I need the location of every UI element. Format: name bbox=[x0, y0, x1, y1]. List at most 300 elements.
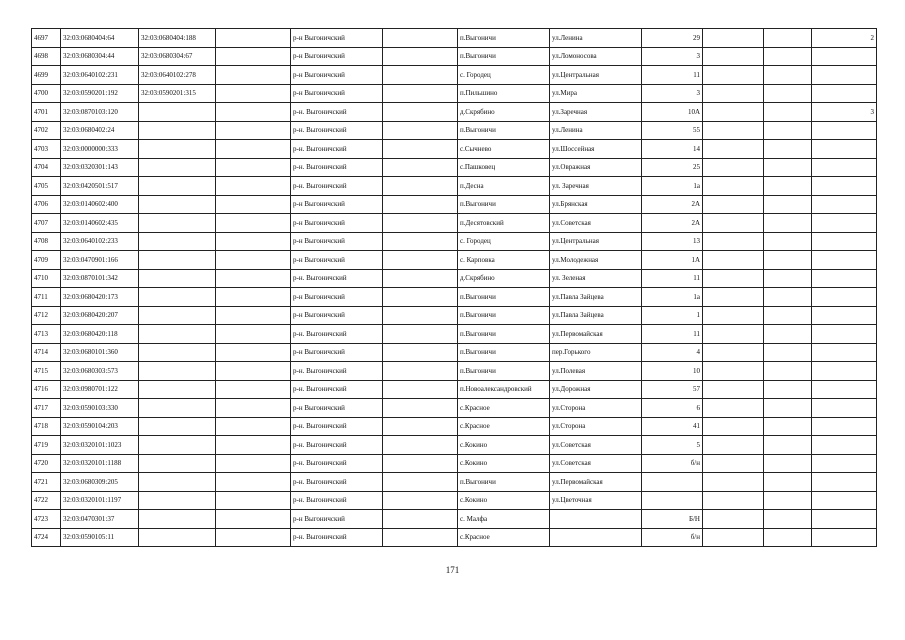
house-number-cell: 57 bbox=[642, 380, 703, 399]
parent-cadastral-number-cell bbox=[139, 528, 216, 547]
empty-cell bbox=[383, 288, 458, 307]
table-row bbox=[32, 195, 877, 214]
table-row bbox=[32, 158, 877, 177]
house-number-cell: б/н bbox=[642, 528, 703, 547]
district-cell: р-н Выгоничский bbox=[291, 251, 383, 270]
row-number-cell: 4697 bbox=[32, 29, 61, 48]
district-cell: р-н. Выгоничский bbox=[291, 380, 383, 399]
register-sheet bbox=[31, 28, 876, 545]
extra-value-cell bbox=[812, 473, 877, 492]
extra-value-cell bbox=[812, 177, 877, 196]
empty-cell bbox=[764, 29, 812, 48]
row-number-cell: 4719 bbox=[32, 436, 61, 455]
row-number-cell: 4710 bbox=[32, 269, 61, 288]
house-number-cell: б/н bbox=[642, 454, 703, 473]
empty-cell bbox=[764, 177, 812, 196]
empty-cell bbox=[703, 84, 764, 103]
settlement-cell: п.Выгоничи bbox=[458, 288, 550, 307]
house-number-cell: 14 bbox=[642, 140, 703, 159]
street-cell: ул.Советская bbox=[550, 214, 642, 233]
district-cell: р-н Выгоничский bbox=[291, 214, 383, 233]
settlement-cell: с.Кокино bbox=[458, 436, 550, 455]
settlement-cell: п.Десятовский bbox=[458, 214, 550, 233]
empty-cell bbox=[764, 103, 812, 122]
district-cell: р-н. Выгоничский bbox=[291, 269, 383, 288]
empty-cell bbox=[703, 158, 764, 177]
extra-value-cell bbox=[812, 362, 877, 381]
extra-value-cell bbox=[812, 380, 877, 399]
empty-cell bbox=[216, 343, 291, 362]
district-cell: р-н Выгоничский bbox=[291, 47, 383, 66]
table-row bbox=[32, 177, 877, 196]
extra-value-cell bbox=[812, 214, 877, 233]
parent-cadastral-number-cell: 32:03:0640102:278 bbox=[139, 66, 216, 85]
street-cell: ул. Заречная bbox=[550, 177, 642, 196]
district-cell: р-н Выгоничский bbox=[291, 306, 383, 325]
settlement-cell: с.Красное bbox=[458, 399, 550, 418]
parent-cadastral-number-cell bbox=[139, 491, 216, 510]
street-cell: ул.Советская bbox=[550, 454, 642, 473]
empty-cell bbox=[703, 195, 764, 214]
house-number-cell: 3 bbox=[642, 47, 703, 66]
empty-cell bbox=[703, 491, 764, 510]
cadastral-number-cell: 32:03:0320101:1188 bbox=[61, 454, 139, 473]
empty-cell bbox=[216, 269, 291, 288]
district-cell: р-н. Выгоничский bbox=[291, 325, 383, 344]
street-cell bbox=[550, 528, 642, 547]
cadastral-number-cell: 32:03:0680404:64 bbox=[61, 29, 139, 48]
empty-cell bbox=[703, 251, 764, 270]
row-number-cell: 4721 bbox=[32, 473, 61, 492]
empty-cell bbox=[703, 380, 764, 399]
extra-value-cell bbox=[812, 66, 877, 85]
empty-cell bbox=[764, 491, 812, 510]
settlement-cell: с.Кокино bbox=[458, 454, 550, 473]
empty-cell bbox=[703, 47, 764, 66]
parent-cadastral-number-cell bbox=[139, 306, 216, 325]
row-number-cell: 4704 bbox=[32, 158, 61, 177]
empty-cell bbox=[703, 528, 764, 547]
row-number-cell: 4705 bbox=[32, 177, 61, 196]
street-cell: ул.Шоссейная bbox=[550, 140, 642, 159]
cadastral-number-cell: 32:03:0590104:203 bbox=[61, 417, 139, 436]
table-row bbox=[32, 121, 877, 140]
empty-cell bbox=[216, 399, 291, 418]
house-number-cell bbox=[642, 491, 703, 510]
house-number-cell: 11 bbox=[642, 269, 703, 288]
district-cell: р-н Выгоничский bbox=[291, 399, 383, 418]
extra-value-cell bbox=[812, 84, 877, 103]
house-number-cell: 6 bbox=[642, 399, 703, 418]
empty-cell bbox=[383, 306, 458, 325]
cadastral-number-cell: 32:03:0980701:122 bbox=[61, 380, 139, 399]
street-cell: ул.Павла Зайцева bbox=[550, 288, 642, 307]
empty-cell bbox=[383, 510, 458, 529]
settlement-cell: с.Пашковец bbox=[458, 158, 550, 177]
street-cell: ул.Овражная bbox=[550, 158, 642, 177]
district-cell: р-н Выгоничский bbox=[291, 66, 383, 85]
empty-cell bbox=[216, 84, 291, 103]
table-row bbox=[32, 66, 877, 85]
street-cell: ул.Молодежная bbox=[550, 251, 642, 270]
table-row bbox=[32, 29, 877, 48]
table-row bbox=[32, 436, 877, 455]
empty-cell bbox=[764, 158, 812, 177]
table-row bbox=[32, 214, 877, 233]
settlement-cell: п.Выгоничи bbox=[458, 362, 550, 381]
row-number-cell: 4706 bbox=[32, 195, 61, 214]
district-cell: р-н. Выгоничский bbox=[291, 177, 383, 196]
settlement-cell: п.Выгоничи bbox=[458, 473, 550, 492]
settlement-cell: д.Скрябино bbox=[458, 269, 550, 288]
empty-cell bbox=[216, 362, 291, 381]
empty-cell bbox=[216, 251, 291, 270]
empty-cell bbox=[703, 140, 764, 159]
empty-cell bbox=[703, 232, 764, 251]
settlement-cell: с. Карповка bbox=[458, 251, 550, 270]
cadastral-number-cell: 32:03:0870101:342 bbox=[61, 269, 139, 288]
settlement-cell: п.Выгоничи bbox=[458, 325, 550, 344]
empty-cell bbox=[216, 121, 291, 140]
cadastral-number-cell: 32:03:0590103:330 bbox=[61, 399, 139, 418]
empty-cell bbox=[216, 103, 291, 122]
house-number-cell: 13 bbox=[642, 232, 703, 251]
extra-value-cell bbox=[812, 288, 877, 307]
extra-value-cell bbox=[812, 528, 877, 547]
street-cell: ул.Полевая bbox=[550, 362, 642, 381]
district-cell: р-н. Выгоничский bbox=[291, 473, 383, 492]
parent-cadastral-number-cell bbox=[139, 158, 216, 177]
cadastral-number-cell: 32:03:0320101:1197 bbox=[61, 491, 139, 510]
district-cell: р-н. Выгоничский bbox=[291, 454, 383, 473]
street-cell: ул.Центральная bbox=[550, 66, 642, 85]
settlement-cell: с.Кокино bbox=[458, 491, 550, 510]
district-cell: р-н. Выгоничский bbox=[291, 103, 383, 122]
empty-cell bbox=[703, 269, 764, 288]
settlement-cell: п.Выгоничи bbox=[458, 195, 550, 214]
street-cell: ул.Первомайская bbox=[550, 325, 642, 344]
empty-cell bbox=[216, 288, 291, 307]
cadastral-number-cell: 32:03:0680420:173 bbox=[61, 288, 139, 307]
row-number-cell: 4700 bbox=[32, 84, 61, 103]
empty-cell bbox=[383, 214, 458, 233]
empty-cell bbox=[216, 510, 291, 529]
parent-cadastral-number-cell bbox=[139, 251, 216, 270]
street-cell: ул.Цветочная bbox=[550, 491, 642, 510]
empty-cell bbox=[383, 140, 458, 159]
settlement-cell: с. Городец bbox=[458, 66, 550, 85]
parent-cadastral-number-cell bbox=[139, 232, 216, 251]
cadastral-number-cell: 32:03:0140602:435 bbox=[61, 214, 139, 233]
empty-cell bbox=[383, 195, 458, 214]
settlement-cell: с.Красное bbox=[458, 417, 550, 436]
cadastral-number-cell: 32:03:0320101:1023 bbox=[61, 436, 139, 455]
cadastral-number-cell: 32:03:0680420:118 bbox=[61, 325, 139, 344]
street-cell: пер.Горького bbox=[550, 343, 642, 362]
table-row bbox=[32, 417, 877, 436]
empty-cell bbox=[216, 454, 291, 473]
empty-cell bbox=[764, 140, 812, 159]
empty-cell bbox=[383, 29, 458, 48]
row-number-cell: 4715 bbox=[32, 362, 61, 381]
empty-cell bbox=[216, 214, 291, 233]
empty-cell bbox=[216, 232, 291, 251]
house-number-cell: 1 bbox=[642, 306, 703, 325]
table-row bbox=[32, 140, 877, 159]
street-cell: ул.Ломоносова bbox=[550, 47, 642, 66]
house-number-cell: 55 bbox=[642, 121, 703, 140]
empty-cell bbox=[764, 47, 812, 66]
district-cell: р-н. Выгоничский bbox=[291, 491, 383, 510]
table-row bbox=[32, 306, 877, 325]
house-number-cell bbox=[642, 473, 703, 492]
empty-cell bbox=[703, 66, 764, 85]
house-number-cell: 41 bbox=[642, 417, 703, 436]
empty-cell bbox=[703, 454, 764, 473]
street-cell: ул.Ленина bbox=[550, 121, 642, 140]
extra-value-cell bbox=[812, 436, 877, 455]
empty-cell bbox=[764, 528, 812, 547]
row-number-cell: 4720 bbox=[32, 454, 61, 473]
settlement-cell: с.Красное bbox=[458, 528, 550, 547]
empty-cell bbox=[216, 491, 291, 510]
empty-cell bbox=[764, 251, 812, 270]
district-cell: р-н. Выгоничский bbox=[291, 121, 383, 140]
empty-cell bbox=[764, 84, 812, 103]
row-number-cell: 4716 bbox=[32, 380, 61, 399]
empty-cell bbox=[216, 29, 291, 48]
empty-cell bbox=[383, 121, 458, 140]
empty-cell bbox=[764, 121, 812, 140]
parent-cadastral-number-cell bbox=[139, 380, 216, 399]
street-cell: ул.Брянская bbox=[550, 195, 642, 214]
extra-value-cell: 3 bbox=[812, 103, 877, 122]
row-number-cell: 4708 bbox=[32, 232, 61, 251]
house-number-cell: 29 bbox=[642, 29, 703, 48]
row-number-cell: 4711 bbox=[32, 288, 61, 307]
street-cell bbox=[550, 510, 642, 529]
settlement-cell: с. Малфа bbox=[458, 510, 550, 529]
empty-cell bbox=[764, 343, 812, 362]
house-number-cell: 1А bbox=[642, 251, 703, 270]
empty-cell bbox=[703, 288, 764, 307]
row-number-cell: 4702 bbox=[32, 121, 61, 140]
house-number-cell: Б/Н bbox=[642, 510, 703, 529]
district-cell: р-н Выгоничский bbox=[291, 29, 383, 48]
empty-cell bbox=[216, 177, 291, 196]
row-number-cell: 4714 bbox=[32, 343, 61, 362]
street-cell: ул.Дорожная bbox=[550, 380, 642, 399]
cadastral-number-cell: 32:03:0640102:231 bbox=[61, 66, 139, 85]
street-cell: ул.Заречная bbox=[550, 103, 642, 122]
extra-value-cell bbox=[812, 269, 877, 288]
row-number-cell: 4713 bbox=[32, 325, 61, 344]
district-cell: р-н Выгоничский bbox=[291, 232, 383, 251]
extra-value-cell bbox=[812, 158, 877, 177]
district-cell: р-н Выгоничский bbox=[291, 288, 383, 307]
table-row bbox=[32, 473, 877, 492]
street-cell: ул. Зеленая bbox=[550, 269, 642, 288]
settlement-cell: п.Выгоничи bbox=[458, 343, 550, 362]
street-cell: ул.Центральная bbox=[550, 232, 642, 251]
empty-cell bbox=[383, 436, 458, 455]
house-number-cell: 4 bbox=[642, 343, 703, 362]
empty-cell bbox=[383, 251, 458, 270]
parent-cadastral-number-cell bbox=[139, 436, 216, 455]
house-number-cell: 2А bbox=[642, 214, 703, 233]
empty-cell bbox=[703, 436, 764, 455]
table-row bbox=[32, 528, 877, 547]
table-row bbox=[32, 362, 877, 381]
empty-cell bbox=[383, 528, 458, 547]
parent-cadastral-number-cell bbox=[139, 510, 216, 529]
extra-value-cell bbox=[812, 399, 877, 418]
settlement-cell: с. Городец bbox=[458, 232, 550, 251]
empty-cell bbox=[703, 306, 764, 325]
cadastral-number-cell: 32:03:0680309:205 bbox=[61, 473, 139, 492]
extra-value-cell bbox=[812, 454, 877, 473]
row-number-cell: 4718 bbox=[32, 417, 61, 436]
settlement-cell: п.Выгоничи bbox=[458, 29, 550, 48]
empty-cell bbox=[764, 214, 812, 233]
row-number-cell: 4699 bbox=[32, 66, 61, 85]
settlement-cell: п.Пильшино bbox=[458, 84, 550, 103]
empty-cell bbox=[383, 454, 458, 473]
house-number-cell: 11 bbox=[642, 325, 703, 344]
district-cell: р-н Выгоничский bbox=[291, 510, 383, 529]
house-number-cell: 2А bbox=[642, 195, 703, 214]
table-row bbox=[32, 84, 877, 103]
table-row bbox=[32, 343, 877, 362]
cadastral-number-cell: 32:03:0640102:233 bbox=[61, 232, 139, 251]
row-number-cell: 4717 bbox=[32, 399, 61, 418]
empty-cell bbox=[383, 473, 458, 492]
empty-cell bbox=[703, 214, 764, 233]
house-number-cell: 10 bbox=[642, 362, 703, 381]
cadastral-number-cell: 32:03:0000000:333 bbox=[61, 140, 139, 159]
district-cell: р-н Выгоничский bbox=[291, 84, 383, 103]
cadastral-number-cell: 32:03:0320301:143 bbox=[61, 158, 139, 177]
empty-cell bbox=[216, 140, 291, 159]
parent-cadastral-number-cell bbox=[139, 343, 216, 362]
parent-cadastral-number-cell bbox=[139, 288, 216, 307]
table-row bbox=[32, 380, 877, 399]
empty-cell bbox=[703, 417, 764, 436]
parent-cadastral-number-cell bbox=[139, 325, 216, 344]
empty-cell bbox=[764, 288, 812, 307]
parent-cadastral-number-cell bbox=[139, 195, 216, 214]
street-cell: ул.Первомайская bbox=[550, 473, 642, 492]
extra-value-cell bbox=[812, 140, 877, 159]
extra-value-cell bbox=[812, 343, 877, 362]
parent-cadastral-number-cell bbox=[139, 140, 216, 159]
extra-value-cell bbox=[812, 47, 877, 66]
empty-cell bbox=[703, 510, 764, 529]
empty-cell bbox=[216, 417, 291, 436]
empty-cell bbox=[383, 232, 458, 251]
row-number-cell: 4723 bbox=[32, 510, 61, 529]
table-row bbox=[32, 454, 877, 473]
street-cell: ул.Советская bbox=[550, 436, 642, 455]
empty-cell bbox=[383, 158, 458, 177]
empty-cell bbox=[216, 528, 291, 547]
house-number-cell: 1а bbox=[642, 288, 703, 307]
property-register-table bbox=[31, 28, 877, 547]
settlement-cell: п.Выгоничи bbox=[458, 306, 550, 325]
table-row bbox=[32, 399, 877, 418]
district-cell: р-н. Выгоничский bbox=[291, 140, 383, 159]
cadastral-number-cell: 32:03:0140602:400 bbox=[61, 195, 139, 214]
settlement-cell: п.Выгоничи bbox=[458, 121, 550, 140]
empty-cell bbox=[703, 362, 764, 381]
parent-cadastral-number-cell bbox=[139, 121, 216, 140]
empty-cell bbox=[216, 66, 291, 85]
extra-value-cell bbox=[812, 306, 877, 325]
table-row bbox=[32, 269, 877, 288]
row-number-cell: 4724 bbox=[32, 528, 61, 547]
table-row bbox=[32, 491, 877, 510]
empty-cell bbox=[383, 491, 458, 510]
empty-cell bbox=[764, 66, 812, 85]
cadastral-number-cell: 32:03:0680402:24 bbox=[61, 121, 139, 140]
house-number-cell: 3 bbox=[642, 84, 703, 103]
empty-cell bbox=[216, 436, 291, 455]
street-cell: ул.Сторона bbox=[550, 417, 642, 436]
cadastral-number-cell: 32:03:0470301:37 bbox=[61, 510, 139, 529]
table-row bbox=[32, 47, 877, 66]
empty-cell bbox=[383, 66, 458, 85]
district-cell: р-н Выгоничский bbox=[291, 195, 383, 214]
empty-cell bbox=[764, 436, 812, 455]
street-cell: ул.Павла Зайцева bbox=[550, 306, 642, 325]
empty-cell bbox=[383, 47, 458, 66]
empty-cell bbox=[764, 380, 812, 399]
extra-value-cell bbox=[812, 121, 877, 140]
parent-cadastral-number-cell bbox=[139, 214, 216, 233]
street-cell: ул.Ленина bbox=[550, 29, 642, 48]
row-number-cell: 4703 bbox=[32, 140, 61, 159]
extra-value-cell bbox=[812, 417, 877, 436]
empty-cell bbox=[216, 325, 291, 344]
parent-cadastral-number-cell bbox=[139, 177, 216, 196]
empty-cell bbox=[703, 325, 764, 344]
parent-cadastral-number-cell bbox=[139, 103, 216, 122]
extra-value-cell: 2 bbox=[812, 29, 877, 48]
district-cell: р-н. Выгоничский bbox=[291, 528, 383, 547]
empty-cell bbox=[383, 177, 458, 196]
district-cell: р-н. Выгоничский bbox=[291, 158, 383, 177]
empty-cell bbox=[383, 380, 458, 399]
empty-cell bbox=[703, 121, 764, 140]
empty-cell bbox=[764, 417, 812, 436]
row-number-cell: 4707 bbox=[32, 214, 61, 233]
empty-cell bbox=[703, 473, 764, 492]
cadastral-number-cell: 32:03:0680304:44 bbox=[61, 47, 139, 66]
table-row bbox=[32, 510, 877, 529]
empty-cell bbox=[383, 269, 458, 288]
district-cell: р-н. Выгоничский bbox=[291, 417, 383, 436]
empty-cell bbox=[764, 325, 812, 344]
empty-cell bbox=[703, 399, 764, 418]
district-cell: р-н. Выгоничский bbox=[291, 436, 383, 455]
empty-cell bbox=[383, 343, 458, 362]
empty-cell bbox=[764, 362, 812, 381]
house-number-cell: 1а bbox=[642, 177, 703, 196]
street-cell: ул.Мира bbox=[550, 84, 642, 103]
parent-cadastral-number-cell bbox=[139, 417, 216, 436]
parent-cadastral-number-cell: 32:03:0680304:67 bbox=[139, 47, 216, 66]
extra-value-cell bbox=[812, 251, 877, 270]
